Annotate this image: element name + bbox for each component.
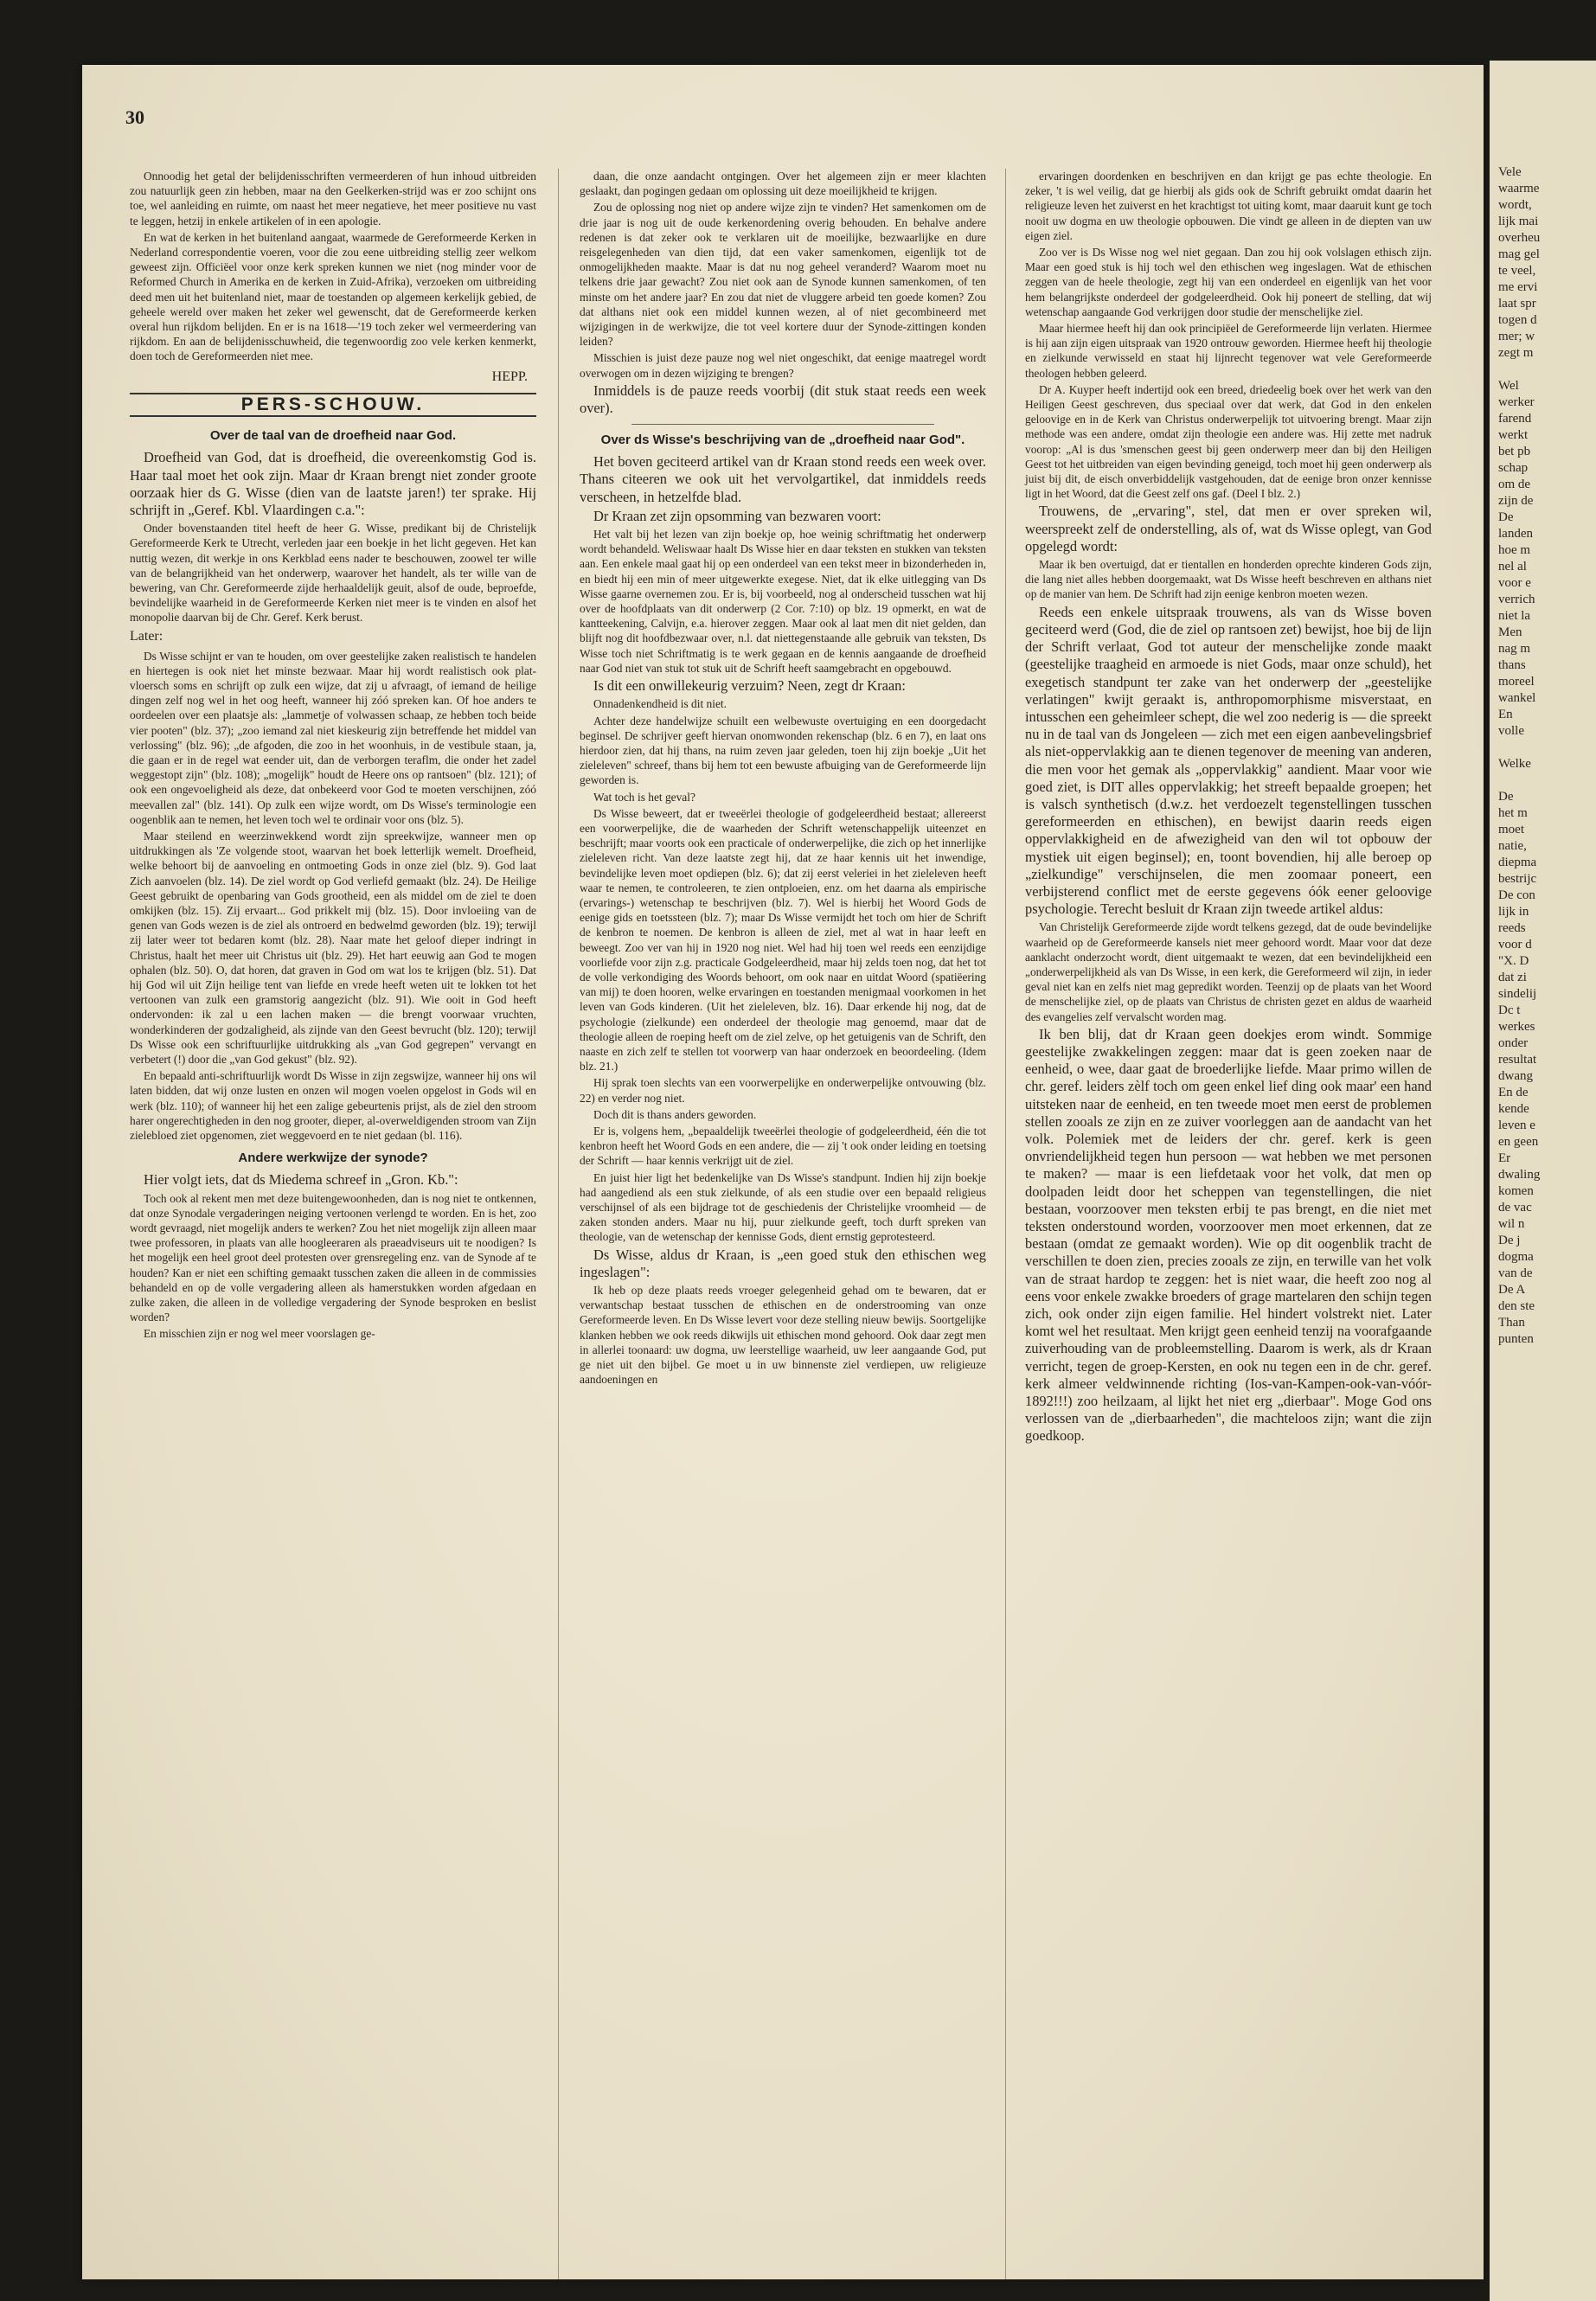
quote: Onder bovenstaanden titel heeft de heer G. Wisse, predikant bij de Christelijk Gereformeerde Kerk te Utrecht, verleden jaar een boekje in het licht gegeven. Het kan nuttig wezen, dit werkje in ons Kerkblad eens nader te beschouwen, zoowel ter wille van de belangrijkheid van het onderwerp, waarover het handelt, als ter wille van de bewering, van Chr. Gereformeerde zijde herhaaldelijk geuit, alsof de oude, beproefde, bevindelijke waarheid in de Gereformeerde Kerken niet meer is te vinden en alsof het monopolie daarvan bij de Chr. Geref. Kerk berust.: [130, 522, 536, 625]
section-banner: PERS-SCHOUW.: [130, 393, 536, 418]
quote: Ik heb op deze plaats reeds vroeger gelegenheid gehad om te bewaren, dat er verwantschap bestaat tusschen de ethischen en de onderstrooming van onze Gereformeerde leven. En Ds Wisse levert voor deze stelling nieuw bewijs. Soortgelijke klanken hebben we ook reeds dikwijls uit ethischen mond gehoord. Ook daar zegt men in allerlei toonaard: uw dogma, uw leerstellige waarheid, uw leer aangaande God, put ge niet uit den bijbel. Ge moet u in uw binnenste ziel verdiepen, uw religieuze aandoeningen en: [580, 1284, 986, 1387]
article-heading: Over de taal van de droefheid naar God.: [209, 428, 457, 444]
adjacent-page-fragment: [1490, 61, 1596, 2301]
column-1: [130, 169, 536, 1343]
label-later: Later:: [130, 628, 163, 644]
paragraph: Hier volgt iets, dat ds Miedema schreef in „Gron. Kb.":: [144, 1171, 458, 1189]
quote: Ds Wisse schijnt er van te houden, om over geestelijke zaken realistisch te handelen en hiertegen is ook niet het minste bezwaar. Maar hij wordt realistisch ook plat-vloersch soms en schrijft op zulk een wijze, dat zij u afvraagt, of iemand de heilige dingen zelf nog wel in het oog heeft, wanneer hij zóó spreken kan. Of hoe anders te oordeelen over een plaatsje als: „lammetje of volwassen schaap, ze hebben toch beide vier pooten" (blz. 37); „zoo iemand zal niet kieskeurig zijn betreffende het middel van verlossing" (blz. 96); „de afgoden, die zoo in het woonhuis, in de vestibule staan, ja, die gaan er in de regel wat eender uit, dan de verborgen teraflm, die onder het zadel weggestopt zijn" (blz. 108); „mogelijk" houdt de Heere ons op rantsoen" (blz. 121); of ook een ongevoeligheid als deze, dat onbekeerd voor God te moeten verschijnen, zóó meevallen zal" (blz. 141). Op zulk een wijze wordt, om Ds Wisse's terminologie een oogenblik aan te nemen, het leven toch wel te ordinair voor ons (blz. 5).: [130, 649, 536, 826]
newspaper-page: [82, 65, 1484, 2279]
quote: Misschien is juist deze pauze nog wel niet ongeschikt, dat eenige maatregel wordt overwogen om in dezen wijziging te brengen?: [580, 351, 986, 380]
paragraph: Onnoodig het getal der belijdenisschriften vermeerderen of hun inhoud uitbreiden zou natuurlijk geen zin hebben, maar na den Geelkerken-strijd was er zoo schijnt ons toe, wel aanleiding en ruimte, om naast het meer negatieve, het meer positieve nu vast te leggen, hetzij in enkele artikelen of in een apologie.: [130, 170, 536, 228]
page-number: 30: [125, 106, 144, 128]
adjacent-page-text: Vele waarme wordt, lijk mai overheu mag gel te veel, me ervi laat spr togen d mer; w zegt m Wel werker farend werkt bet pb schap om de zijn de De landen hoe m nel al voor e verrich niet la Men nag m thans moreel wankel En volle Welke De het m moet natie, diepma bestrijc De con lijk in reeds voor d "X. D dat zi sindelij Dc t werkes onder resultat dwang En de kende leven e en geen Er dwaling komen de vac wil n De j dogma van de De A den ste Than punten: [1498, 165, 1541, 1346]
column-rule: [1005, 169, 1006, 2279]
quote: Maar steilend en weerzinwekkend wordt zijn spreekwijze, wanneer men op uitdrukkingen als 'Ze volgende stoot, waarvan het boek letterlijk wemelt. Droefheid, welke behoort bij de aanvoeling en ontmoeting Gods in onze ziel (blz. 9). God laat Zich aanvoelen (blz. 14). De ziel wordt op God verliefd gemaakt (blz. 24). De Heilige Geest gebruikt de openbaring van Gods grootheid, een als middel om de ziel te doen omkijken (blz. 15). Zij ervaart... God prikkelt mij (blz. 15). Door invloeiing van de genen van Gods wezen is de ziel als ontroerd en bedwelmd geworden (blz. 19); terwijl zij later weer tot bedaren komt (blz. 28). Naar mate het geloof dieper indringt in Christus, haalt het meer uit Christus uit (blz. 29). Het hart eeuwig aan God te mogen ophalen (blz. 50). O, dat horen, dat graven in God om wat los te krijgen (blz. 51). Dat hij God wil uit Zijn heilige tent van liefde en vrede heeft weten uit te lokken tot het vertoonen van zulk een gramstorig aangezicht (blz. 91). Wie ooit in God heeft ondervonden: ik zal u een lachen maken — die brengt voorwaar vruchten, wonderkinderen der godzaligheid, als zijnde van den Geest bevrucht (blz. 120); terwijl Ds Wisse ook een schriftuurlijke uitdrukking als „van God gegrepen" vervangt en verbetert (!) door die „van God gekust" (blz. 92).: [130, 830, 536, 1067]
quote: En misschien zijn er nog wel meer voorslagen ge-: [144, 1327, 375, 1341]
column-2: [580, 169, 986, 1388]
quote: Ds Wisse beweert, dat er tweeërlei theologie of godgeleerdheid bestaat; allereerst een voorwerpelijke, die de waarheden der Schrift wetenschappelijk uiteenzet en beschrijft; maar voorts ook een practicale of onderwerpelijke, die zich op het innerlijke zieleleven richt. Van deze laatste zegt hij, dat ze haar kennis uit het inwendige, bevindelijke leven moet opdiepen (blz. 6); dat zij eerst veleriei in het zieleleven heeft waar te nemen, te controleeren, te zien ontploeien, enz. om het daarna als empirische (ervarings-) wetenschap te beschrijven (blz. 7). Wel is hierbij het Woord Gods de eenige gids en toetssteen (blz. 7); maar Ds Wisse vermijdt het toch om hier de Schrift de kenbron te noemen. De kenbron is alleen de ziel, met al wat in haar leeft en beweegt. Zoo ver van hij in 1920 nog niet. Wel had hij toen wel reeds een eenzijdige voorliefde voor zijn z.g. practicale Godgeleerdheid, maar hij zelds toen nog, dat het tot de volle verkondiging des Woords behoort, om ook naar en uitdat Woord (spatiëering van mij) te doen hooren, welke ervaringen en toestanden menigmaal voorkomen in het leven van Gods kinderen. (Uit het zieleleven, blz. 16). Daar erkende hij nog, dat de psychologie (zielkunde) een onderdeel der theologie mag genoemd, maar dat de theologie alleen de roeping heeft om de ziel zelve, op het getuigenis van de Schrift, den naaste en zich zelf te stellen tot voorwerp van haar onderzoek en beoordeeling. (Idem blz. 21.): [580, 806, 986, 1074]
quote: Onnadenkendheid is dit niet.: [593, 697, 727, 711]
quote: Er is, volgens hem, „bepaaldelijk tweeërlei theologie of godgeleerdheid, één die tot kenbron heeft het Woord Gods en een andere, die — zij 't ook onder leiding en toetsing der Schrift — haar kennis verkrijgt uit de ziel.: [580, 1124, 986, 1168]
paragraph: Het boven geciteerd artikel van dr Kraan stond reeds een week over. Thans citeeren we ook uit het vervolgartikel, dat inmiddels reeds verscheen, in hetzelfde blad.: [580, 453, 986, 505]
article-heading: Andere werkwijze der synode?: [238, 1150, 428, 1166]
quote: Wat toch is het geval?: [593, 790, 695, 804]
quote: Maar hiermee heeft hij dan ook principiëel de Gereformeerde lijn verlaten. Hiermee is hij aan zijn eigen uitspraak van 1920 ontrouw geworden. Hiermee heeft hij theologie en zielkunde verwisseld en staat hij lijnrecht tegenover wat vele Gereformeerde theologen hebben geleerd.: [1025, 322, 1432, 380]
article-heading: Over ds Wisse's beschrijving van de „droefheid naar God".: [600, 433, 965, 448]
quote: Toch ook al rekent men met deze buitengewoonheden, dan is nog niet te ontkennen, dat onze Synodale vergaderingen neiging vertoonen verlengd te worden. En is het, zoo wordt gevraagd, niet mogelijk anders te werken? Zou het niet mogelijk zijn alleen maar twee professoren, in plaats van alle hoogleeraren als praeadviseurs uit te noodigen? Is het mogelijk een heel groot deel protesten over grensregeling enz. van de Synode af te houden? Kan er niet een schifting gemaakt tusschen zaken die alleen in de commissies behandeld en op de volle vergadering alleen als hamerstukken worden afgedaan en zulke zaken, die alleen in de volledige vergadering der Synode besproken en beslist worden?: [130, 1191, 536, 1324]
quote: Achter deze handelwijze schuilt een welbewuste overtuiging en een doorgedacht beginsel. De schrijver geeft hiervan onomwonden rekenschap (blz. 6 en 7), en laat ons hierdoor zien, dat hij thans, na ruim zeven jaar geleden, toen hij zijn boekje „Uit het zieleleven" schreef, thans bij hem tot een bewuste afbuiging van de Gereformeerde lijn geworden is.: [580, 714, 986, 787]
paragraph: En wat de kerken in het buitenland aangaat, waarmede de Gereformeerde Kerken in Nederland correspondentie voeren, voor die zou eene uitbreiding stellig zeer welkom geweest zijn. Officiëel voor onze kerk spreken kunnen we niet (nog minder voor de Reformed Church in Amerika en de kerken in Zuid-Afrika), verzoeken om uitbreiding deed men uit het buitenland niet, maar de toestanden op algemeen kerkelijk gebied, de geheele wereld over maken het zeker wel gewenscht, dat de Gereformeerde kerken overal hun rijkdom belijden. En er is na 1618—'19 toch zeker wel vermeerdering van rijkdom. En aan de belijdenisschuwheid, die tegenwoordig zoo vele kerken kenmerkt, doen toch de Gereformeerden niet mee.: [130, 230, 536, 363]
divider: [631, 424, 934, 425]
quote: Doch dit is thans anders geworden.: [593, 1107, 757, 1121]
column-3: [1025, 169, 1432, 1447]
paragraph: Inmiddels is de pauze reeds voorbij (dit stuk staat reeds een week over).: [580, 381, 986, 417]
paragraph: Ik ben blij, dat dr Kraan geen doekjes erom windt. Sommige geestelijke zwakkelingen zeggen: maar dat is geen zoeken naar de eenheid, o wee, daar gaat de broederlijke liefde. Maar primo willen de chr. geref. leiders zèlf toch om geen enkel lief ding ook maar' een hand uitsteken naar de eenheid, en ten tweede moet men eerst de problemen stellen zooals ze zijn en ze zuiver voorleggen aan de aandacht van het volk. Polemiek met de leiders der chr. geref. kerk is geen onvriendelijkheid tegen hun persoon — wat hebben we met personen te maken? — maar is een liefdetaak voor het volk, dat men op doolpaden leidt door het scheppen van tegenstellingen, die niet bestaan, voorzoover men teksten erbij te pas brengt, en die niet met teksten onderstound worden, voorzoover men moet erkennen, dat ze bestaan (omdat ze gemaakt worden). Wie op dit oogenblik tracht de verschillen te doen zien, precies zooals ze zijn, en terwille van het volk van de straat hardop te zeggen: het is niet waar, die heeft zoo nog al eens voor enkele zwakke broeders of grage martelaren den schijn tegen zich, ook onder zijn eigen familie. Hel hindert volstrekt niet. Later komt wel het resultaat. Men krijgt geen eenheid tenzij na voorafgaande zuiverhouding van de probleemstelling. Daarom is werk, als dr Kraan verricht, tegen de groep-Kersten, en ook nu tegen een in de chr. geref. kerk almeer veldwinnende richting (Ios-van-Kampen-ook-van-vóór-1892!!!) zoo heilzaam, al lijkt het niet erg „dierbaar". Moge God ons verlossen van de „dierbaarheden", die machteloos zijn; want die zijn goedkoop.: [1025, 1025, 1432, 1445]
quote: Het valt bij het lezen van zijn boekje op, hoe weinig schriftmatig het onderwerp wordt behandeld. Weliswaar haalt Ds Wisse hier en daar teksten en stukken van teksten aan. Een enkele maal gaat hij op een onderdeel van een tekst meer in bizonderheden in, en biedt hij een min of meer uitgewerkte exegese. Niet, dat ik elke uitlegging van Ds Wisse gaarne overnemen zou. Er is, bij voorbeeld, nog al onderscheid tusschen wat hij over de hoofdplaats van dit onderwerp (2 Cor. 7:10) op blz. 19 opmerkt, en wat de kantteekening, Calvijn, e.a. hierover zeggen. Maar ook al laat men dit niet gelden, dan blijft nog dit hoofdbezwaar over, n.l. dat niettegenstaande alle gebruik van teksten, Ds Wisse toch niet Schriftmatig is te werk gegaan en de kennis aangaande de droefheid naar God niet van stuk tot stuk uit de Schrift heeft saamgebracht en opgebouwd.: [580, 528, 986, 675]
quote: daan, die onze aandacht ontgingen. Over het algemeen zijn er meer klachten geslaakt, dan pogingen gedaan om oplossing uit deze moeilijkheid te krijgen.: [580, 170, 986, 198]
paragraph: Droefheid van God, dat is droefheid, die overeenkomstig God is. Haar taal moet het ook zijn. Maar dr Kraan brengt niet zonder groote oorzaak hier ds G. Wisse (dien van de laatste jaren!) ter sprake. Hij schrijft in „Geref. Kbl. Vlaardingen c.a.":: [130, 449, 536, 519]
signature: HEPP.: [491, 369, 528, 384]
paragraph: Trouwens, de „ervaring", stel, dat men er over spreken wil, weerspreekt zelf de onderstelling, als of, wat ds Wisse oplegt, van God opgelegd wordt:: [1025, 503, 1432, 554]
quote: Hij sprak toen slechts van een voorwerpelijke en onderwerpelijke ontvouwing (blz. 22) en verder nog niet.: [580, 1076, 986, 1105]
quote: Dr A. Kuyper heeft indertijd ook een breed, driedeelig boek over het werk van den Heiligen Geest geschreven, dus speciaal over dat werk, dat God in den enkelen geloovige en in de Kerk van Christus onderwerpelijk tot uitvoering brengt. Maar zijn methode was een andere, omdat zijn theologie een andere was. Hij zette met nadruk voorop: „Al is dus 'smenschen geest bij geen onderwerp meer dan bij den Heiligen Geest tot het uitbreiden van eigen bevinding geneigd, toch moet hij geen onderwerp als juist bij dit, de eisch onverbiddelijk vastgehouden, dat de eenige bron onzer kennisse ligt in het Woord, dat die Geest zelf ons gaf. (Deel I blz. 2.): [1025, 382, 1432, 501]
paragraph: Is dit een onwillekeurig verzuim? Neen, zegt dr Kraan:: [593, 677, 906, 695]
quote: En bepaald anti-schriftuurlijk wordt Ds Wisse in zijn zegswijze, wanneer hij ons wil laten bidden, dat wij onze lusten en onzen wil mogen voelen opgelost in Gods wil en werk (blz. 110); of wanneer hij het een zalige gebeurtenis prijst, als de ziel den stroom harer ongerechtigheden in den nog grooter, dieper, al-overweldigenden stroom van Zijn zielebloed ziet opgenomen, ziet weggevoerd en te niet gedaan (bl. 116).: [130, 1069, 536, 1143]
quote: ervaringen doordenken en beschrijven en dan krijgt ge pas echte theologie. En zeker, 't is wel veilig, dat ge hierbij als gids ook de Schrift gebruikt omdat daarin het religieuze leven het zuiverst en het krachtigst tot uiting komt, maar daaruit kunt ge toch nooit uw dogma en uw theologie opbouwen. Die vindt ge alleen in de diepten van uw eigen ziel.: [1025, 170, 1432, 242]
quote: Zoo ver is Ds Wisse nog wel niet gegaan. Dan zou hij ook volslagen ethisch zijn. Maar een goed stuk is hij toch wel den ethischen weg ingeslagen. Wat de ethischen zeggen van de heele theologie, zegt hij van een onderdeel en eigenlijk van het voor hem belangrijkste onderdeel der godgeleerdheid. Ook hij poneert de stelling, dat wij wetenschap aangaande God verkrijgen door studie der menschelijke ziel.: [1025, 246, 1432, 318]
quote: Van Christelijk Gereformeerde zijde wordt telkens gezegd, dat de oude bevindelijke waarheid op de Gereformeerde kansels niet meer gehoord wordt. Maar voor dat deze aanklacht onderzocht wordt, dient uitgemaakt te wezen, dat een bevindelijkheid een „onderwerpelijkheid als van Ds Wisse, in een kerk, die Gereformeerd wil zijn, in ieder geval niet kan en zelfs niet mag gepredikt worden. Teenzij op de plaats van het Woord de menschelijke ziel, op de plaats van Christus de christen gezet en aldus de waarheid des evangelies zelf vervalscht worden mag.: [1025, 920, 1432, 1023]
paragraph: Dr Kraan zet zijn opsomming van bezwaren voort:: [593, 507, 881, 524]
quote: Zou de oplossing nog niet op andere wijze zijn te vinden? Het samenkomen om de drie jaar is nog uit de oude kerkenordening overig behouden. En behalve andere redenen is dat zeker ook te verklaren uit de moeilijke, bezwaarlijke en dure reisgelegenheden van dien tijd, dat een vaker samenkomen, eigenlijk tot de onmogelijkheden maakte. Maar is dat nu nog geheel veranderd? Waarom moet nu telkens drie jaar gewacht? Zou niet ook aan de Synode kunnen samenkomen, of ten minste om het andere jaar? En zou dat niet de vluggere arbeid ten goede komen? Zou dat althans niet ook een middel kunnen wezen, al of niet gecombineerd met wijzigingen in de werkwijze, die tot veel kortere duur der Synode-zittingen konden leiden?: [580, 201, 986, 349]
paragraph: Ds Wisse, aldus dr Kraan, is „een goed stuk den ethischen weg ingeslagen":: [580, 1246, 986, 1280]
column-rule: [558, 169, 559, 2279]
quote: En juist hier ligt het bedenkelijke van Ds Wisse's standpunt. Indien hij zijn boekje had aangediend als een stuk zielkunde, of als een studie over een bepaald religieus verschijnsel of als een bijdrage tot de geschiedenis der Christelijke vroomheid — de zaken stonden anders. Maar nu hij, puur zielkunde geeft, toch durft spreken van theologie, van de wetenschap der kennisse Gods, dient ernstig geprotesteerd.: [580, 1170, 986, 1244]
quote: Maar ik ben overtuigd, dat er tientallen en honderden oprechte kinderen Gods zijn, die lang niet alles hebben doorgemaakt, wat Ds Wisse heeft beschreven en althans niet op de manier van hem. De Schrift had zijn eenige kenbron moeten wezen.: [1025, 558, 1432, 601]
paragraph: Reeds een enkele uitspraak trouwens, als van ds Wisse boven geciteerd werd (God, die de ziel op rantsoen zet) bewijst, hoe bij de lijn der Schrift verlaat, God tot auteur der menschelijke zonde maakt (geestelijke traagheid en armoede is niet Gods, maar onze schuld), het exegetisch standpunt ter zake van het onderwerp der „geestelijke verlatingen" kwijt geraakt is, anthropomorphisme misverstaat, en intusschen een geheimleer schept, die wel zoo nederig is — die spreekt nu in de taal van ds Jongeleen — zich met een eigen aanbevelingsbrief als niet-oppervlakkig aan te dienen tegenover de meening van anderen, die men voor het gemak als „oppervlakkig" aandient. Maar voor wie goed ziet, is DIT alles oppervlakkig; het streeft bepaalde groepen; het is valsch synthetisch (d.w.z. het verdoezelt tegenstellingen tusschen gereformeerden en ethischen), en bewijst daarin reeds eigen oppervlakkigheid en de afwezigheid van den wil tot opbouw der mystiek uit eigen beginsel); en, toont bovendien, hij alle beroep op „zielkundige" verschijnselen, die men zoomaar poneert, een verbijsterend conflict met de eerste gegevens óók eener geloovige psychologie. Terecht besluit dr Kraan zijn tweede artikel aldus:: [1025, 603, 1432, 918]
